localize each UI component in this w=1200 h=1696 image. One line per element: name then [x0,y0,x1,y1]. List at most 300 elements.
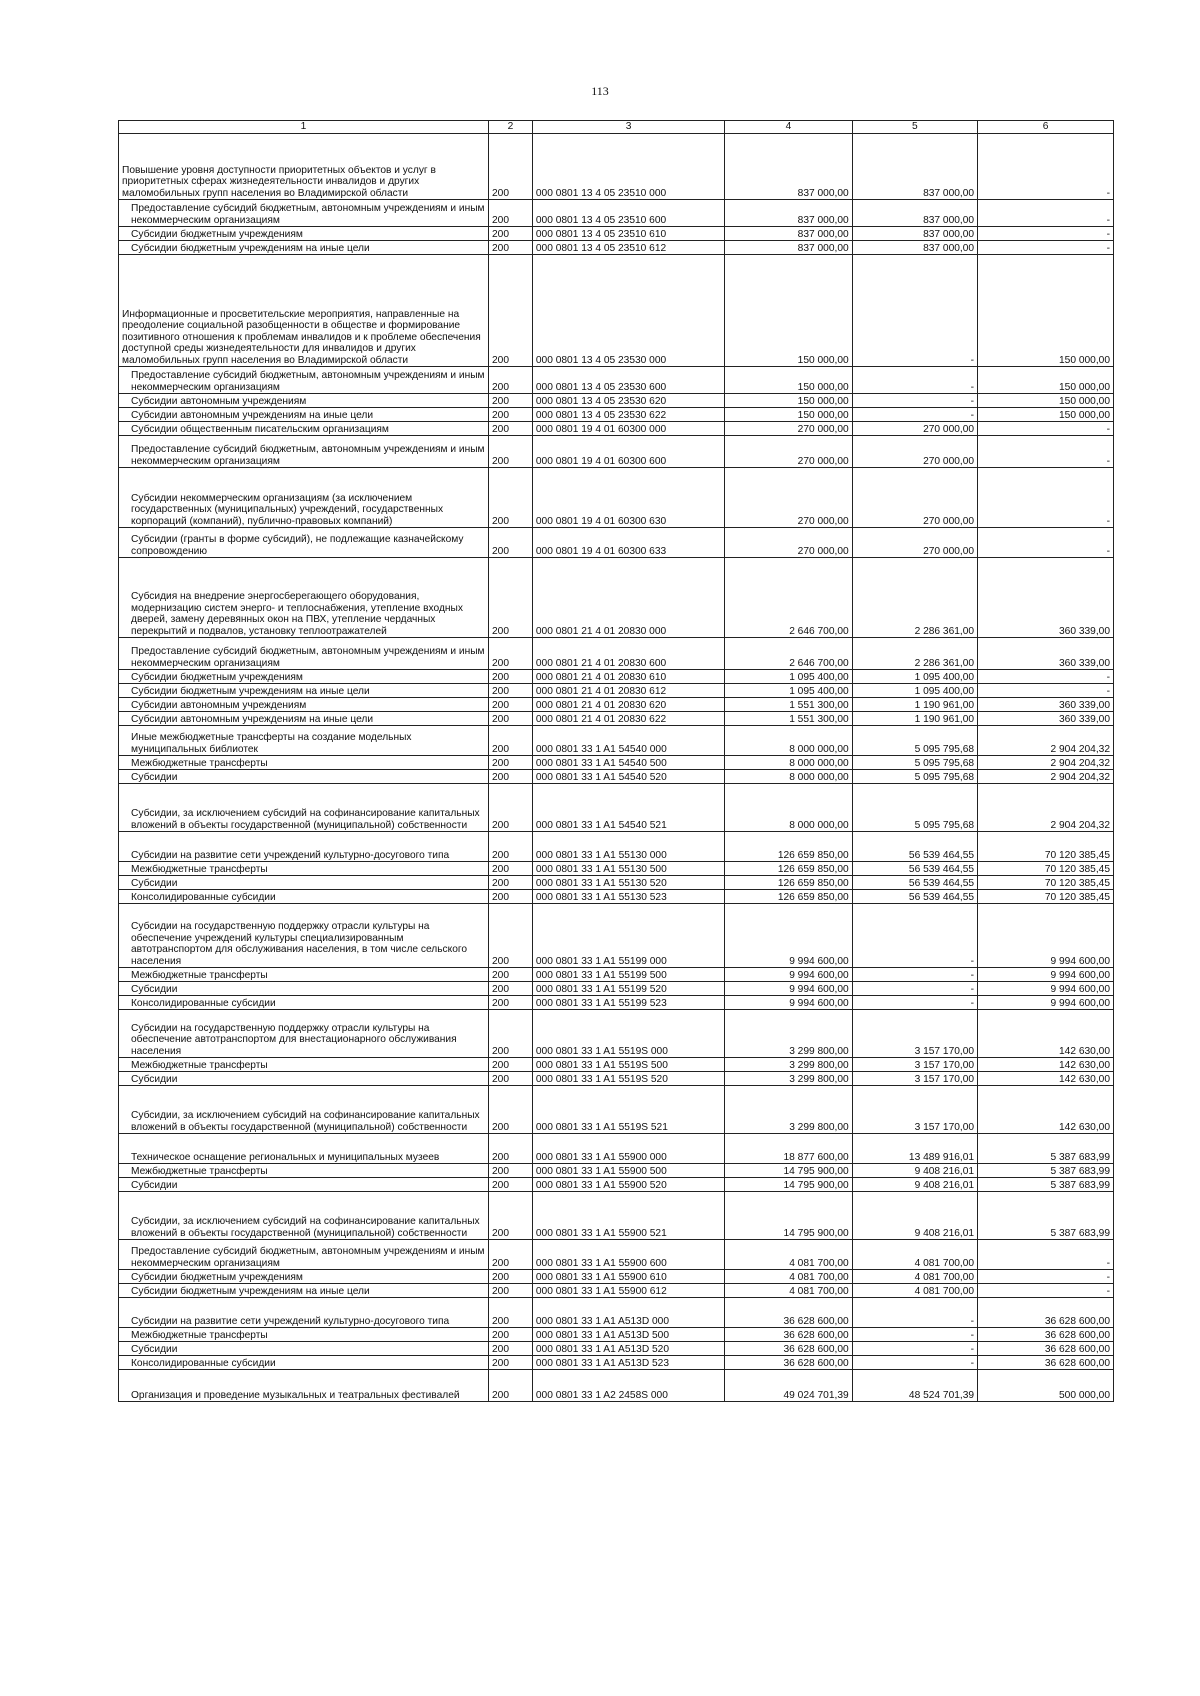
row-value-col5-cell: - [852,1328,977,1342]
table-row [119,684,1114,698]
row-col2-cell: 200 [488,1058,532,1072]
row-code-cell: 000 0801 33 1 A1 54540 500 [532,756,724,770]
table-row [119,1370,1114,1402]
row-col2-cell: 200 [488,698,532,712]
row-value-col6-cell: - [978,1270,1114,1284]
table-row [119,832,1114,862]
row-value-col4-cell: 837 000,00 [725,241,853,255]
row-col2-cell: 200 [488,408,532,422]
row-value-col6-cell: - [978,200,1114,227]
row-value-col6-cell: 360 339,00 [978,698,1114,712]
table-row [119,255,1114,367]
row-name-cell: Предоставление субсидий бюджетным, автономным учреждениям и иным некоммерческим организациям [119,367,489,394]
row-name-cell: Субсидии на государственную поддержку отрасли культуры на обеспечение автотранспортом для внестационарного обслуживания населения [119,1010,489,1058]
row-name-cell: Субсидии общественным писательским организациям [119,422,489,436]
row-value-col5-cell: 1 190 961,00 [852,698,977,712]
row-value-col4-cell: 126 659 850,00 [725,876,853,890]
row-value-col5-cell: 2 286 361,00 [852,638,977,670]
row-col2-cell: 200 [488,367,532,394]
row-value-col5-cell: 270 000,00 [852,528,977,558]
row-col2-cell: 200 [488,1342,532,1356]
table-row [119,670,1114,684]
row-value-col5-cell: 56 539 464,55 [852,890,977,904]
row-value-col4-cell: 8 000 000,00 [725,726,853,756]
row-value-col4-cell: 18 877 600,00 [725,1134,853,1164]
row-col2-cell: 200 [488,784,532,832]
table-row [119,1086,1114,1134]
column-header-3: 3 [532,121,724,134]
row-code-cell: 000 0801 33 1 A2 2458S 000 [532,1370,724,1402]
row-value-col6-cell: - [978,241,1114,255]
row-value-col4-cell: 270 000,00 [725,468,853,528]
row-value-col6-cell: 142 630,00 [978,1058,1114,1072]
row-value-col5-cell: 270 000,00 [852,422,977,436]
row-value-col4-cell: 9 994 600,00 [725,982,853,996]
row-value-col5-cell: 2 286 361,00 [852,558,977,638]
row-code-cell: 000 0801 33 1 A1 54540 520 [532,770,724,784]
row-name-cell: Субсидии [119,1342,489,1356]
row-value-col5-cell: - [852,904,977,968]
row-code-cell: 000 0801 21 4 01 20830 620 [532,698,724,712]
row-value-col4-cell: 3 299 800,00 [725,1086,853,1134]
row-col2-cell: 200 [488,1072,532,1086]
row-value-col6-cell: 2 904 204,32 [978,770,1114,784]
row-code-cell: 000 0801 33 1 A1 55130 523 [532,890,724,904]
row-value-col5-cell: 1 095 400,00 [852,670,977,684]
row-code-cell: 000 0801 33 1 A1 55900 612 [532,1284,724,1298]
table-row [119,468,1114,528]
row-code-cell: 000 0801 13 4 05 23530 000 [532,255,724,367]
row-value-col4-cell: 270 000,00 [725,422,853,436]
row-code-cell: 000 0801 33 1 A1 55900 610 [532,1270,724,1284]
row-col2-cell: 200 [488,862,532,876]
row-value-col4-cell: 1 551 300,00 [725,698,853,712]
row-value-col5-cell: 5 095 795,68 [852,726,977,756]
row-name-cell: Субсидии автономным учреждениям [119,698,489,712]
table-row [119,698,1114,712]
row-value-col4-cell: 8 000 000,00 [725,770,853,784]
column-header-5: 5 [852,121,977,134]
row-value-col6-cell: 5 387 683,99 [978,1164,1114,1178]
table-row [119,1270,1114,1284]
row-value-col4-cell: 3 299 800,00 [725,1072,853,1086]
row-value-col4-cell: 270 000,00 [725,436,853,468]
table-row [119,726,1114,756]
row-value-col6-cell: - [978,528,1114,558]
row-col2-cell: 200 [488,468,532,528]
row-name-cell: Предоставление субсидий бюджетным, автономным учреждениям и иным некоммерческим организациям [119,638,489,670]
table-row [119,1192,1114,1240]
row-col2-cell: 200 [488,832,532,862]
table-row [119,1178,1114,1192]
row-name-cell: Консолидированные субсидии [119,1356,489,1370]
row-value-col5-cell: 56 539 464,55 [852,862,977,876]
row-value-col5-cell: 13 489 916,01 [852,1134,977,1164]
row-code-cell: 000 0801 33 1 A1 55199 523 [532,996,724,1010]
row-value-col4-cell: 36 628 600,00 [725,1342,853,1356]
row-name-cell: Предоставление субсидий бюджетным, автономным учреждениям и иным некоммерческим организациям [119,436,489,468]
row-value-col6-cell: 142 630,00 [978,1086,1114,1134]
row-value-col4-cell: 837 000,00 [725,227,853,241]
table-row [119,1240,1114,1270]
table-row [119,227,1114,241]
row-code-cell: 000 0801 33 1 A1 5519S 500 [532,1058,724,1072]
row-name-cell: Субсидии на государственную поддержку отрасли культуры на обеспечение учреждений культуры специализированным автотранспортом для обслуживания населения, в том числе сельского населения [119,904,489,968]
row-value-col5-cell: - [852,982,977,996]
row-name-cell: Иные межбюджетные трансферты на создание модельных муниципальных библиотек [119,726,489,756]
table-row [119,408,1114,422]
row-value-col6-cell: 36 628 600,00 [978,1298,1114,1328]
row-name-cell: Техническое оснащение региональных и муниципальных музеев [119,1134,489,1164]
row-name-cell: Субсидии (гранты в форме субсидий), не подлежащие казначейскому сопровождению [119,528,489,558]
row-value-col5-cell: - [852,394,977,408]
row-value-col4-cell: 126 659 850,00 [725,862,853,876]
row-code-cell: 000 0801 19 4 01 60300 000 [532,422,724,436]
row-value-col4-cell: 9 994 600,00 [725,996,853,1010]
row-col2-cell: 200 [488,422,532,436]
row-code-cell: 000 0801 13 4 05 23530 622 [532,408,724,422]
row-name-cell: Субсидии бюджетным учреждениям на иные цели [119,241,489,255]
row-value-col6-cell: - [978,134,1114,200]
row-name-cell: Межбюджетные трансферты [119,1164,489,1178]
row-value-col5-cell: 3 157 170,00 [852,1010,977,1058]
table-row [119,528,1114,558]
row-col2-cell: 200 [488,1086,532,1134]
table-row [119,982,1114,996]
row-value-col4-cell: 3 299 800,00 [725,1058,853,1072]
row-col2-cell: 200 [488,1240,532,1270]
table-row [119,876,1114,890]
row-col2-cell: 200 [488,1284,532,1298]
row-value-col6-cell: 36 628 600,00 [978,1342,1114,1356]
row-value-col5-cell: 9 408 216,01 [852,1192,977,1240]
row-col2-cell: 200 [488,227,532,241]
row-col2-cell: 200 [488,255,532,367]
row-code-cell: 000 0801 13 4 05 23510 612 [532,241,724,255]
row-value-col4-cell: 36 628 600,00 [725,1328,853,1342]
row-value-col4-cell: 8 000 000,00 [725,756,853,770]
row-code-cell: 000 0801 19 4 01 60300 630 [532,468,724,528]
row-value-col4-cell: 1 095 400,00 [725,670,853,684]
row-value-col6-cell: - [978,422,1114,436]
row-col2-cell: 200 [488,638,532,670]
row-value-col5-cell: - [852,1356,977,1370]
row-col2-cell: 200 [488,876,532,890]
row-name-cell: Субсидии [119,876,489,890]
row-value-col5-cell: 3 157 170,00 [852,1072,977,1086]
row-code-cell: 000 0801 21 4 01 20830 600 [532,638,724,670]
row-value-col5-cell: 837 000,00 [852,241,977,255]
row-name-cell: Межбюджетные трансферты [119,968,489,982]
row-value-col4-cell: 837 000,00 [725,134,853,200]
row-code-cell: 000 0801 33 1 A1 55199 520 [532,982,724,996]
row-value-col5-cell: 3 157 170,00 [852,1086,977,1134]
table-row [119,1298,1114,1328]
row-value-col5-cell: - [852,1298,977,1328]
row-value-col4-cell: 36 628 600,00 [725,1356,853,1370]
row-col2-cell: 200 [488,1298,532,1328]
row-name-cell: Предоставление субсидий бюджетным, автономным учреждениям и иным некоммерческим организациям [119,200,489,227]
row-value-col4-cell: 4 081 700,00 [725,1284,853,1298]
row-value-col6-cell: - [978,227,1114,241]
column-header-2: 2 [488,121,532,134]
row-value-col5-cell: 48 524 701,39 [852,1370,977,1402]
row-value-col6-cell: 9 994 600,00 [978,982,1114,996]
page-number: 113 [591,84,609,98]
row-value-col6-cell: 2 904 204,32 [978,756,1114,770]
row-value-col6-cell: 9 994 600,00 [978,968,1114,982]
row-value-col4-cell: 2 646 700,00 [725,558,853,638]
table-row [119,241,1114,255]
column-header-6: 6 [978,121,1114,134]
row-value-col6-cell: 5 387 683,99 [978,1134,1114,1164]
table-row [119,1284,1114,1298]
row-value-col6-cell: 360 339,00 [978,712,1114,726]
row-col2-cell: 200 [488,134,532,200]
row-name-cell: Субсидии на развитие сети учреждений культурно-досугового типа [119,832,489,862]
row-col2-cell: 200 [488,241,532,255]
row-col2-cell: 200 [488,1192,532,1240]
row-col2-cell: 200 [488,1010,532,1058]
row-value-col6-cell: 142 630,00 [978,1072,1114,1086]
row-value-col4-cell: 1 551 300,00 [725,712,853,726]
row-code-cell: 000 0801 19 4 01 60300 600 [532,436,724,468]
row-name-cell: Межбюджетные трансферты [119,1058,489,1072]
row-value-col6-cell: 2 904 204,32 [978,784,1114,832]
row-value-col6-cell: 360 339,00 [978,638,1114,670]
row-value-col4-cell: 14 795 900,00 [725,1178,853,1192]
row-code-cell: 000 0801 21 4 01 20830 000 [532,558,724,638]
row-code-cell: 000 0801 33 1 A1 55130 000 [532,832,724,862]
row-value-col6-cell: 70 120 385,45 [978,832,1114,862]
row-value-col5-cell: 9 408 216,01 [852,1164,977,1178]
row-code-cell: 000 0801 13 4 05 23510 610 [532,227,724,241]
row-value-col6-cell: - [978,1240,1114,1270]
row-code-cell: 000 0801 19 4 01 60300 633 [532,528,724,558]
row-code-cell: 000 0801 33 1 A1 55900 520 [532,1178,724,1192]
row-code-cell: 000 0801 33 1 A1 A513D 523 [532,1356,724,1370]
row-value-col4-cell: 9 994 600,00 [725,904,853,968]
row-col2-cell: 200 [488,200,532,227]
row-value-col5-cell: 837 000,00 [852,200,977,227]
row-value-col4-cell: 270 000,00 [725,528,853,558]
row-name-cell: Консолидированные субсидии [119,890,489,904]
row-name-cell: Субсидии [119,982,489,996]
row-col2-cell: 200 [488,1134,532,1164]
row-value-col6-cell: 2 904 204,32 [978,726,1114,756]
row-code-cell: 000 0801 33 1 A1 54540 000 [532,726,724,756]
row-name-cell: Предоставление субсидий бюджетным, автономным учреждениям и иным некоммерческим организациям [119,1240,489,1270]
row-name-cell: Субсидии, за исключением субсидий на софинансирование капитальных вложений в объекты государственной (муниципальной) собственности [119,1192,489,1240]
row-name-cell: Информационные и просветительские мероприятия, направленные на преодоление социальной разобщенности в обществе и формирование позитивного отношения к проблемам инвалидов и к проблеме обеспечения доступной среды жизнедеятельности для инвалидов и других маломобильных групп населения во Владимирской области [119,255,489,367]
row-name-cell: Повышение уровня доступности приоритетных объектов и услуг в приоритетных сферах жизнедеятельности инвалидов и других маломобильных групп населения во Владимирской области [119,134,489,200]
row-col2-cell: 200 [488,1164,532,1178]
row-value-col4-cell: 126 659 850,00 [725,832,853,862]
row-value-col5-cell: - [852,1342,977,1356]
row-value-col5-cell: 5 095 795,68 [852,770,977,784]
row-code-cell: 000 0801 33 1 A1 55900 521 [532,1192,724,1240]
row-value-col5-cell: 4 081 700,00 [852,1284,977,1298]
row-value-col5-cell: 5 095 795,68 [852,756,977,770]
table-body [119,134,1114,1402]
row-value-col5-cell: 4 081 700,00 [852,1240,977,1270]
row-value-col4-cell: 49 024 701,39 [725,1370,853,1402]
row-value-col6-cell: 36 628 600,00 [978,1328,1114,1342]
table-row [119,1058,1114,1072]
row-value-col4-cell: 150 000,00 [725,255,853,367]
row-name-cell: Субсидии [119,1072,489,1086]
row-col2-cell: 200 [488,1370,532,1402]
row-value-col6-cell: 150 000,00 [978,367,1114,394]
row-value-col6-cell: - [978,670,1114,684]
row-code-cell: 000 0801 33 1 A1 A513D 500 [532,1328,724,1342]
row-code-cell: 000 0801 33 1 A1 55900 000 [532,1134,724,1164]
table-row [119,200,1114,227]
row-value-col5-cell: 270 000,00 [852,468,977,528]
row-value-col4-cell: 14 795 900,00 [725,1164,853,1178]
row-code-cell: 000 0801 33 1 A1 55199 500 [532,968,724,982]
row-value-col5-cell: 837 000,00 [852,134,977,200]
row-name-cell: Межбюджетные трансферты [119,862,489,876]
row-value-col6-cell: - [978,436,1114,468]
row-col2-cell: 200 [488,996,532,1010]
row-value-col6-cell: 360 339,00 [978,558,1114,638]
row-name-cell: Субсидии бюджетным учреждениям на иные цели [119,684,489,698]
row-value-col5-cell: - [852,968,977,982]
row-col2-cell: 200 [488,684,532,698]
row-value-col4-cell: 4 081 700,00 [725,1240,853,1270]
row-code-cell: 000 0801 33 1 A1 5519S 520 [532,1072,724,1086]
row-code-cell: 000 0801 13 4 05 23530 620 [532,394,724,408]
row-code-cell: 000 0801 33 1 A1 5519S 000 [532,1010,724,1058]
row-value-col5-cell: 56 539 464,55 [852,876,977,890]
row-col2-cell: 200 [488,968,532,982]
table-row [119,784,1114,832]
row-value-col6-cell: 70 120 385,45 [978,890,1114,904]
table-row [119,558,1114,638]
row-value-col4-cell: 126 659 850,00 [725,890,853,904]
table-row [119,968,1114,982]
table-row [119,1342,1114,1356]
row-code-cell: 000 0801 33 1 A1 55130 520 [532,876,724,890]
table-row [119,134,1114,200]
row-value-col5-cell: 1 190 961,00 [852,712,977,726]
table-row [119,394,1114,408]
row-value-col6-cell: 142 630,00 [978,1010,1114,1058]
row-name-cell: Субсидии бюджетным учреждениям на иные цели [119,1284,489,1298]
row-value-col5-cell: 1 095 400,00 [852,684,977,698]
row-col2-cell: 200 [488,528,532,558]
column-header-4: 4 [725,121,853,134]
table-row [119,638,1114,670]
row-name-cell: Субсидии автономным учреждениям [119,394,489,408]
row-name-cell: Субсидии [119,1178,489,1192]
row-value-col4-cell: 150 000,00 [725,394,853,408]
row-col2-cell: 200 [488,904,532,968]
column-header-1: 1 [119,121,489,134]
row-code-cell: 000 0801 33 1 A1 55199 000 [532,904,724,968]
table-row [119,1072,1114,1086]
row-code-cell: 000 0801 13 4 05 23510 600 [532,200,724,227]
row-value-col6-cell: 500 000,00 [978,1370,1114,1402]
row-value-col6-cell: 150 000,00 [978,408,1114,422]
table-row [119,712,1114,726]
row-col2-cell: 200 [488,770,532,784]
budget-table [118,120,1114,1402]
table-header-row [119,121,1114,134]
row-col2-cell: 200 [488,890,532,904]
row-value-col6-cell: 70 120 385,45 [978,862,1114,876]
table-row [119,756,1114,770]
row-value-col4-cell: 1 095 400,00 [725,684,853,698]
table-row [119,1164,1114,1178]
row-name-cell: Субсидии бюджетным учреждениям [119,1270,489,1284]
table-row [119,770,1114,784]
row-value-col5-cell: 3 157 170,00 [852,1058,977,1072]
row-value-col4-cell: 36 628 600,00 [725,1298,853,1328]
row-value-col5-cell: 9 408 216,01 [852,1178,977,1192]
row-name-cell: Субсидии, за исключением субсидий на софинансирование капитальных вложений в объекты государственной (муниципальной) собственности [119,1086,489,1134]
row-value-col6-cell: 150 000,00 [978,394,1114,408]
row-value-col4-cell: 4 081 700,00 [725,1270,853,1284]
row-col2-cell: 200 [488,1178,532,1192]
table-row [119,904,1114,968]
row-col2-cell: 200 [488,982,532,996]
row-value-col4-cell: 2 646 700,00 [725,638,853,670]
row-value-col6-cell: 36 628 600,00 [978,1356,1114,1370]
row-value-col5-cell: - [852,408,977,422]
row-name-cell: Субсидии, за исключением субсидий на софинансирование капитальных вложений в объекты государственной (муниципальной) собственности [119,784,489,832]
row-code-cell: 000 0801 33 1 A1 54540 521 [532,784,724,832]
row-value-col5-cell: 270 000,00 [852,436,977,468]
row-name-cell: Консолидированные субсидии [119,996,489,1010]
row-code-cell: 000 0801 33 1 A1 55900 500 [532,1164,724,1178]
row-code-cell: 000 0801 21 4 01 20830 612 [532,684,724,698]
row-value-col5-cell: - [852,996,977,1010]
row-name-cell: Субсидии бюджетным учреждениям [119,227,489,241]
row-col2-cell: 200 [488,394,532,408]
table-row [119,436,1114,468]
row-col2-cell: 200 [488,712,532,726]
row-value-col6-cell: 5 387 683,99 [978,1192,1114,1240]
row-code-cell: 000 0801 33 1 A1 A513D 000 [532,1298,724,1328]
table-row [119,1010,1114,1058]
table-row [119,1134,1114,1164]
row-code-cell: 000 0801 33 1 A1 55900 600 [532,1240,724,1270]
row-col2-cell: 200 [488,436,532,468]
row-code-cell: 000 0801 33 1 A1 55130 500 [532,862,724,876]
table-row [119,1356,1114,1370]
row-value-col4-cell: 14 795 900,00 [725,1192,853,1240]
table-row [119,862,1114,876]
row-col2-cell: 200 [488,1328,532,1342]
table-row [119,1328,1114,1342]
row-name-cell: Межбюджетные трансферты [119,756,489,770]
table-row [119,422,1114,436]
row-value-col5-cell: 837 000,00 [852,227,977,241]
row-value-col6-cell: 9 994 600,00 [978,904,1114,968]
row-name-cell: Субсидия на внедрение энергосберегающего оборудования, модернизацию систем энерго- и теплоснабжения, утепление входных дверей, замену деревянных окон на ПВХ, утепление чердачных перекрытий и подвалов, установку теплоотражателей [119,558,489,638]
row-value-col5-cell: 5 095 795,68 [852,784,977,832]
row-col2-cell: 200 [488,1270,532,1284]
row-name-cell: Субсидии автономным учреждениям на иные цели [119,408,489,422]
row-value-col6-cell: 150 000,00 [978,255,1114,367]
row-col2-cell: 200 [488,670,532,684]
row-col2-cell: 200 [488,1356,532,1370]
row-name-cell: Субсидии на развитие сети учреждений культурно-досугового типа [119,1298,489,1328]
row-name-cell: Субсидии некоммерческим организациям (за исключением государственных (муниципальных) учреждений, государственных корпораций (компаний), публично-правовых компаний) [119,468,489,528]
row-value-col6-cell: 9 994 600,00 [978,996,1114,1010]
